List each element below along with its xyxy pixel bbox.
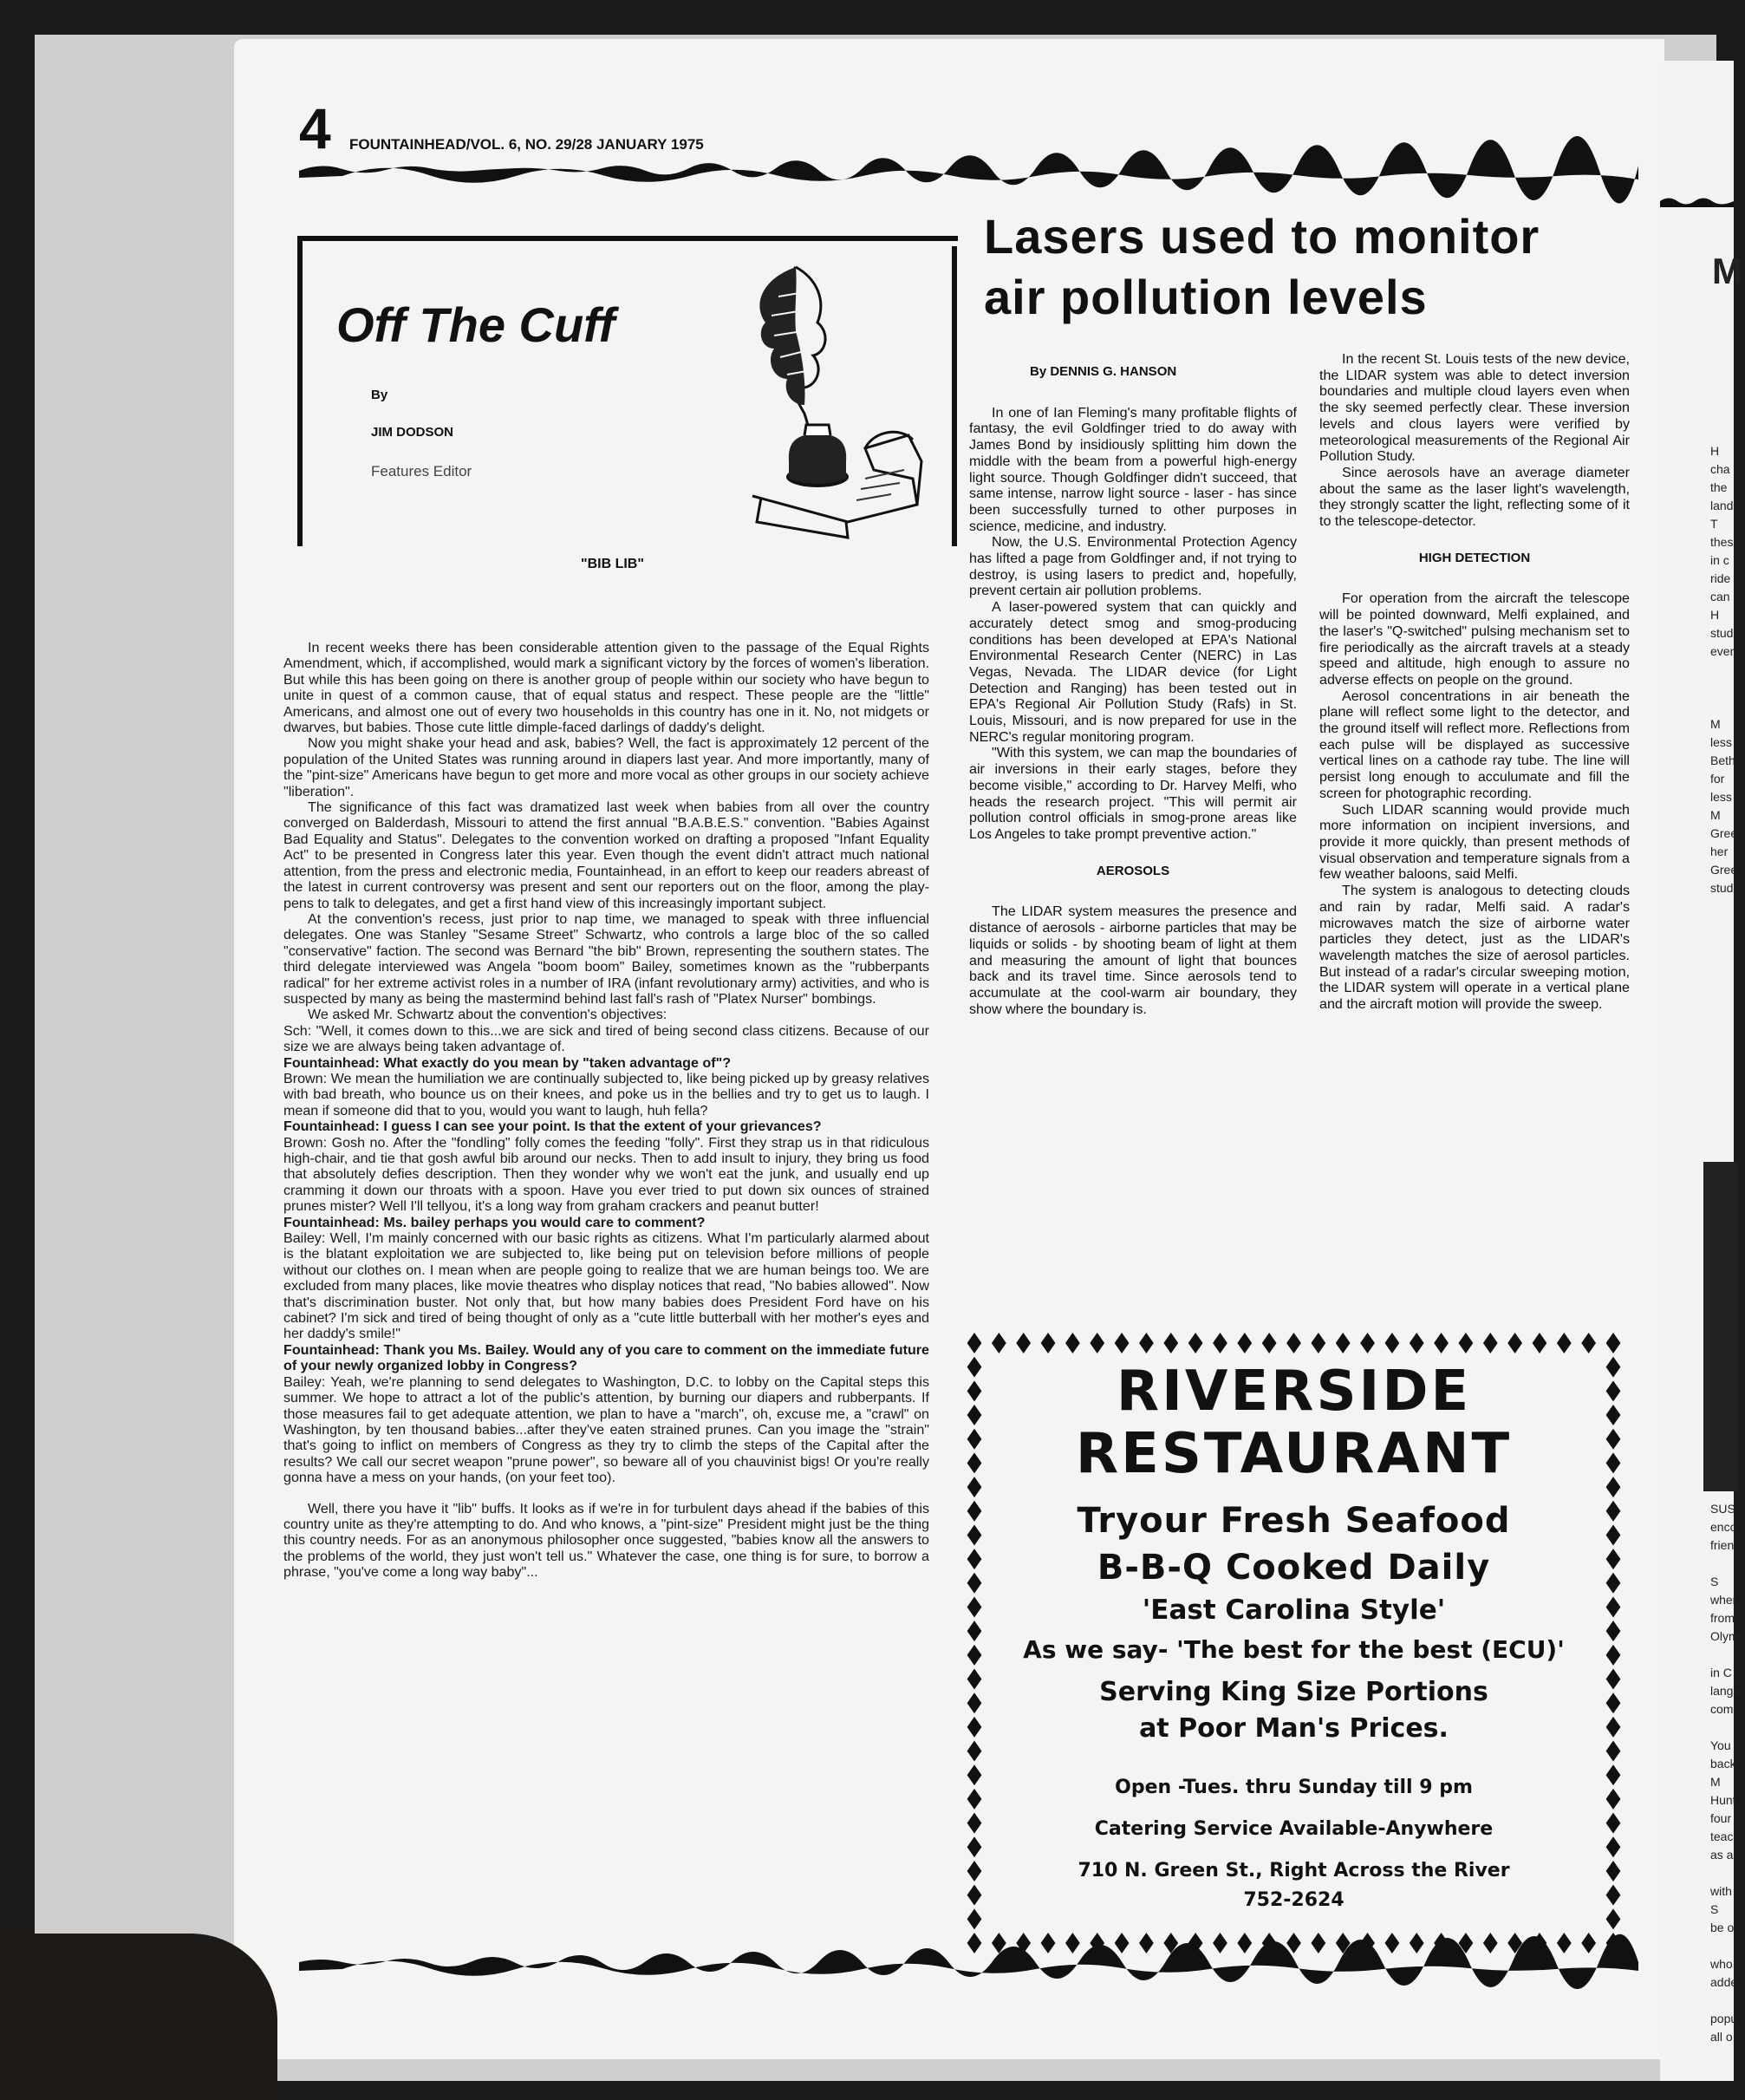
ad-line-portions: Serving King Size Portions — [1099, 1677, 1488, 1707]
thumb — [0, 1934, 277, 2100]
ad-address: 710 N. Green St., Right Across the River — [1078, 1860, 1510, 1882]
column-by: By — [371, 388, 388, 402]
article-column-middle — [969, 364, 1297, 1017]
column-subtitle: "BIB LIB" — [581, 557, 644, 571]
article-column-right — [1319, 351, 1630, 1013]
off-the-cuff-box — [297, 236, 958, 546]
paragraph: The LIDAR system measures the presence and distance of aerosols - airborne particles that may be liquids or solids - by shooting beam of light at them and measuring the amount of light that bounces back and its travel time. Since aerosols tend to accumulate at the cool-warm air boundary, they show where the boundary is. — [969, 903, 1297, 1017]
column-body — [283, 640, 929, 1581]
ad-hours: Open -Tues. thru Sunday till 9 pm — [1115, 1777, 1473, 1798]
adjacent-text-fragment: H cha the land T thes in c ride can H stud even M less Beth for less M Gree her Gree stud — [1710, 444, 1738, 895]
paragraph: At the convention's recess, just prior to nap time, we managed to speak with three influencial delegates. One was Stanley "Sesame Street" Schwartz, who controls a large bloc of the so called "conservative" faction. The second was Bernard "the bib" Brown, representing the southern states. The third delegate interviewed was Angela "boom boom" Bailey, sometimes known as the "rubberpants radical" for her extreme activist roles in a number of IRA (infant revolutionary army) activities, and who is suspected by many as being the mastermind behind last fall's rash of "Platex Nurser" bombings. — [283, 910, 929, 1007]
headline-line-1: Lasers used to monitor — [984, 209, 1540, 264]
paragraph: Bailey: Yeah, we're planning to send delegates to Washington, D.C. to lobby on the Capital steps this summer. We hope to attract a lot of the public's attention, by burning our diapers and rubberpants. If those measures fail to get adequate attention, we plan to have a "march", oh, excuse me, a "crawl" on Washington, by ten thousand babies...after they've eaten strained prunes. Can you image the "strain" that's going to inflict on members of Congress as they try to climb the steps of the Capital after the results? We call our secret weapon "prune power", so beware all of you chauvinist bigs! Or you're really gonna have a mess on your hands, (on your feet too). — [283, 1373, 929, 1486]
paragraph: Now, the U.S. Environmental Protection Agency has lifted a page from Goldfinger and, if not trying to destroy, is using lasers to predict and, hopefully, prevent certain air pollution problems. — [969, 534, 1297, 599]
ad-line-slogan: As we say- 'The best for the best (ECU)' — [1023, 1635, 1565, 1664]
article-paragraphs-right — [1319, 351, 1630, 530]
adjacent-text-fragment-2: SUS enco frien S wher from Olym in C langu com You back M Hunt four teac as a with S be o who adde popu all o — [1710, 1502, 1741, 2044]
paragraph: A laser-powered system that can quickly and accurately detect smog and smog-producing conditions has been developed at EPA's National Environmental Research Center (NERC) in Las Vegas, Nevada. The LIDAR device (for Light Detection and Ranging) has been tested out in EPA's Regional Air Pollution Study (Rafs) in St. Louis, Missouri, and is now prepared for use in the NERC's regular monitoring program. — [969, 599, 1297, 745]
paragraph: In the recent St. Louis tests of the new device, the LIDAR system was able to detect inversion boundaries and multiple cloud layers even when the sky seemed perfectly clear. These inversion levels and clous layers were verified by meteorological measurements of the Regional Air Pollution Study. — [1319, 351, 1630, 465]
paragraph: Aerosol concentrations in air beneath the plane will reflect some light to the detector, and the ground itself will reflect more. Reflections from each pulse will be displayed as successive vertical lines on a cathode ray tube. The line will persist long enough to acculumate and fill the screen for photographic recording. — [1319, 688, 1630, 801]
ad-line-bbq: B-B-Q Cooked Daily — [1097, 1548, 1491, 1588]
ad-phone: 752-2624 — [1243, 1889, 1345, 1911]
ad-line-style: 'East Carolina Style' — [1142, 1595, 1446, 1626]
paragraph: Such LIDAR scanning would provide much more information on incipient inversions, and provide it more quickly, than present methods of visual observation and temperature signals from a few weather baloons, said Melfi. — [1319, 801, 1630, 883]
top-wavy-rule — [299, 160, 1638, 179]
paragraph: Brown: We mean the humiliation we are continually subjected to, like being picked up by greasy relatives with bad breath, who bounce us on their knees, and poke us in the bellies and try to get us to laugh. I mean if someone did that to you, would you want to laugh, huh fella? — [283, 1070, 929, 1118]
adjacent-wavy-rule — [1660, 195, 1734, 207]
box-border-left — [297, 236, 303, 546]
quill-inkwell-illustration — [744, 262, 926, 539]
adjacent-headline-fragment: M — [1712, 251, 1742, 291]
article-headline — [984, 206, 1540, 328]
riverside-restaurant-ad — [962, 1331, 1625, 1955]
paragraph: Fountainhead: I guess I can see your point. Is that the extent of your grievances? — [283, 1118, 822, 1135]
paragraph: Brown: Gosh no. After the "fondling" folly comes the feeding "folly". First they strap us in that ridiculous high-chair, and tie that gosh awful bib around our necks. Then to add insult to injury, they bring us food that absolutely defies description. Then they wonder why we won't eat the junk, and usually end up cramming it down our throats with a spoon. Have you ever tried to put down six ounces of strained prunes mister? Well I'll tellyou, it's a long way from graham crackers and peanut butter! — [283, 1134, 929, 1215]
ad-catering: Catering Service Available-Anywhere — [1094, 1818, 1494, 1840]
box-border-top — [297, 236, 958, 241]
paragraph: Fountainhead: What exactly do you mean by "taken advantage of"? — [283, 1054, 732, 1071]
paragraph: Bailey: Well, I'm mainly concerned with our basic rights as citizens. What I'm particularly alarmed about is the blatant exploitation we are subjected to, like being put on television before millions of people without our clothes on. I mean when are people going to realize that we are human beings too. We are excluded from many places, like movie theatres who display notices that read, "No babies allowed". Now that's discrimination buster. Not only that, but how many babies does President Ford have on his cabinet? I'm sick and tired of being thought of only as a "cute little butterball with her mother's eyes and her daddy's smile!" — [283, 1230, 929, 1342]
paragraph: We asked Mr. Schwartz about the convention's objectives: — [308, 1007, 667, 1023]
paragraph: Fountainhead: Ms. bailey perhaps you would care to comment? — [283, 1214, 706, 1230]
ad-content — [997, 1360, 1591, 1915]
ad-line-prices: at Poor Man's Prices. — [1139, 1713, 1449, 1744]
subhead-aerosols: AEROSOLS — [1096, 863, 1170, 878]
column-title: Off The Cuff — [336, 297, 615, 352]
paragraph: In recent weeks there has been considerable attention given to the passage of the Equal Rights Amendment, which, if accomplished, would mark a significant victory by the forces of women's liberation. But while this has been going on there is another group of people within our society who have begun to unite in quest of a common cause, that of equal status and respect. These people are the "little" Americans, and almost one out of every two households in this country has one in it. No, not midgets or dwarves, but babies. Those cute little dimple-faced darlings of daddy's delight. — [283, 640, 929, 736]
article-paragraphs-middle — [969, 405, 1297, 843]
headline-line-2: air pollution levels — [984, 270, 1428, 324]
adjacent-photo — [1703, 1162, 1738, 1491]
paragraph: In one of Ian Fleming's many profitable flights of fantasy, the evil Goldfinger tried to do away with James Bond by insidiously splitting him down the middle with the beam from a powerful high-energy light source. Though Goldfinger didn't succeed, that same intense, narrow light source - laser - has since been successfully turned to other purposes in science, medicine, and industry. — [969, 404, 1297, 534]
bottom-wavy-rule — [299, 1955, 1638, 1974]
masthead: FOUNTAINHEAD/VOL. 6, NO. 29/28 JANUARY 1975 — [349, 136, 704, 153]
paragraph: Sch: "Well, it comes down to this...we are sick and tired of being second class citizens. Because of our size we are always being taken advantage of. — [283, 1022, 929, 1055]
article-paragraphs-middle-2 — [969, 903, 1297, 1017]
paragraph: "With this system, we can map the boundaries of air inversions in their early stages, before they become visible," according to Dr. Harvey Melfi, who heads the research project. "This will permit air pollution control officials in smog-prone areas like Los Angeles to take prompt preventive action." — [969, 745, 1297, 842]
box-border-right — [952, 246, 957, 546]
column-author-role: Features Editor — [371, 463, 472, 479]
paragraph: Since aerosols have an average diameter about the same as the laser light's wavelength, they strongly scatter the light, reflecting some of it to the telescope-detector. — [1319, 464, 1630, 530]
paragraph: For operation from the aircraft the telescope will be pointed downward, Melfi explained, and the laser's "Q-switched" pulsing mechanism set to fire periodically as the aircraft travels at a steady speed and altitude, high enough to assure no adverse effects on people on the ground. — [1319, 590, 1630, 688]
subhead-high-detection: HIGH DETECTION — [1418, 550, 1531, 565]
paragraph: The system is analogous to detecting clouds and rain by radar, Melfi said. A radar's microwaves match the size of airborne water particles they detect, just as the LIDAR's wavelength matches the size of aerosol particles. But instead of a radar's circular sweeping motion, the LIDAR system will operate in a vertical plane and the aircraft motion will provide the sweep. — [1319, 883, 1630, 1013]
article-byline: By DENNIS G. HANSON — [1030, 364, 1177, 379]
ad-line-seafood: Tryour Fresh Seafood — [1077, 1501, 1511, 1541]
adjacent-page — [1660, 61, 1742, 2081]
paragraph: Fountainhead: Thank you Ms. Bailey. Would any of you care to comment on the immediate future of your newly organized lobby in Congress? — [283, 1341, 929, 1374]
paragraph: The significance of this fact was dramatized last week when babies from all over the country converged on Balderdash, Missouri to attend the first annual "B.A.B.E.S." convention. "Babies Against Bad Equality and Status". Delegates to the convention worked on drafting a proposed "Infant Equality Act" to be presented in Congress later this year. Even though the event didn't attract much national attention, from the press and electronic media, Fountainhead, in an effort to keep our readers abreast of the latest in current controversy was present and sent our reporters out on the floor, among the play-pens to talk to delegates, and get a first hand view of this increasingly important subject. — [283, 799, 929, 911]
page-number: 4 — [299, 96, 331, 160]
column-author: JIM DODSON — [371, 425, 454, 440]
ad-name-line-1: RIVERSIDE — [1116, 1360, 1472, 1424]
article-paragraphs-right-2 — [1319, 590, 1630, 1012]
paragraph: Well, there you have it "lib" buffs. It looks as if we're in for turbulent days ahead if the babies of this country unite as they're attempting to do. And who knows, a "pint-size" President might just be the thing this country needs. For as an anonymous philosopher once suggested, "babies know all the answers to the problems of the world, they just won't tell us." Whatever the case, one thing is for sure, to borrow a phrase, "you've come a long way baby"... — [283, 1500, 929, 1581]
ad-name-line-2: RESTAURANT — [1075, 1422, 1513, 1486]
paragraph: Now you might shake your head and ask, babies? Well, the fact is approximately 12 percent of the population of the United States was running around in diapers last year. And more importantly, many of the "pint-size" Americans have begun to get more and more vocal as other groups in our society achieve "liberation". — [283, 735, 929, 799]
